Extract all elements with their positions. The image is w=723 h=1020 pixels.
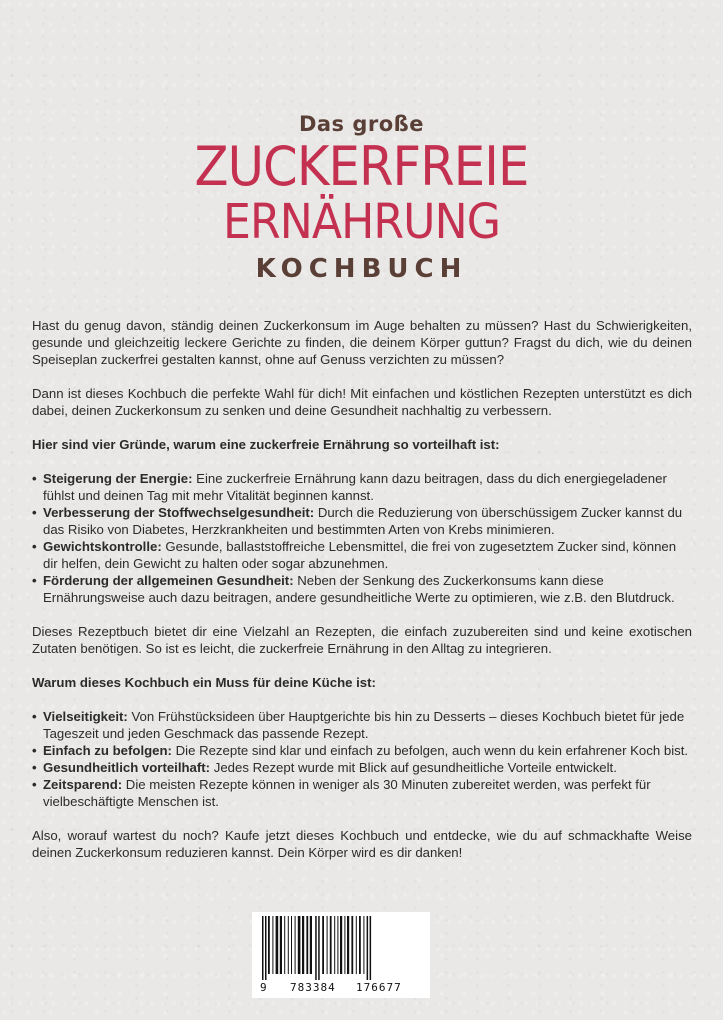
- barcode-bars: [258, 916, 424, 980]
- list-item-text: Von Frühstücksideen über Hauptgerichte bis hin zu Desserts – dieses Kochbuch bietet für jede Tageszeit und jeden Geschmack das passende Rezept.: [43, 709, 685, 741]
- bullet-icon: •: [32, 471, 37, 486]
- barcode-bar: [295, 916, 296, 974]
- barcode-bar: [310, 916, 312, 974]
- list-item-text: Neben der Senkung des Zuckerkonsums kann diese Ernährungsweise auch dazu beitragen, andere gesundheitliche Werte zu optimieren, wie z.B. den Blutdruck.: [43, 573, 675, 605]
- title-line-kochbuch: KOCHBUCH: [255, 254, 468, 284]
- list-item-text: Die meisten Rezepte können in weniger als 30 Minuten zubereitet werden, was perfekt für vielbeschäftigte Menschen ist.: [43, 777, 651, 809]
- intro-paragraph-2: Dann ist dieses Kochbuch die perfekte Wahl für dich! Mit einfachen und köstlichen Rezepten unterstützt es dich dabei, deinen Zuckerkonsum zu senken und deine Gesundheit nachhaltig zu verbessern.: [32, 386, 692, 418]
- barcode-bar: [334, 916, 335, 974]
- list-item: [32, 742, 692, 759]
- barcode-bar: [291, 916, 292, 974]
- blurb-text: [32, 317, 692, 878]
- bullet-icon: •: [32, 505, 37, 520]
- isbn-barcode: [252, 912, 430, 998]
- bullet-icon: •: [32, 743, 37, 758]
- barcode-bar: [265, 916, 267, 980]
- barcode-bar: [306, 916, 308, 974]
- barcode-bar: [359, 916, 361, 974]
- list-item-text: Gesunde, ballaststoffreiche Lebensmittel, die frei von zugesetztem Zucker sind, können dir helfen, dein Gewicht zu halten oder sogar abzunehmen.: [43, 539, 677, 571]
- intro-paragraph-1: Hast du genug davon, ständig deinen Zuckerkonsum im Auge behalten zu müssen? Hast du Schwierigkeiten, gesunde und gleichzeitig leckere Gerichte zu finden, die deinem Körper guttun? Fragst du dich, wie du deinen Speiseplan zuckerfrei gestalten kannst, ohne auf Genuss verzichten zu müssen?: [32, 318, 692, 367]
- barcode-bar: [340, 916, 342, 974]
- barcode-digit-first: 9: [260, 981, 267, 994]
- list-item: [32, 572, 692, 606]
- list-item-text: Jedes Rezept wurde mit Blick auf gesundheitliche Vorteile entwickelt.: [210, 760, 617, 775]
- barcode-bar: [315, 916, 317, 980]
- barcode-bar: [272, 916, 273, 974]
- bullet-icon: •: [32, 777, 37, 792]
- list-item: [32, 538, 692, 572]
- barcode-bar: [356, 916, 357, 974]
- list-item-term: Einfach zu befolgen:: [43, 743, 172, 758]
- bullet-icon: •: [32, 539, 37, 554]
- list-item-term: Zeitsparend:: [43, 777, 123, 792]
- barcode-bar: [330, 916, 332, 974]
- barcode-bar: [351, 916, 353, 974]
- list-item-term: Verbesserung der Stoffwechselgesundheit:: [43, 505, 315, 520]
- barcode-bar: [280, 916, 282, 974]
- barcode-bar: [284, 916, 285, 974]
- barcode-bar: [327, 916, 328, 974]
- barcode-group-left: 783384: [290, 981, 336, 994]
- barcode-bar: [288, 916, 289, 974]
- list-item: [32, 504, 692, 538]
- barcode-bar: [370, 916, 372, 980]
- barcode-bar: [363, 916, 364, 974]
- barcode-bar: [344, 916, 345, 974]
- barcode-bar: [367, 916, 369, 980]
- title-line-ernaehrung: ERNÄHRUNG: [222, 194, 501, 250]
- closing-paragraph: Also, worauf wartest du noch? Kaufe jetzt dieses Kochbuch und entdecke, wie du auf schmackhafte Weise deinen Zuckerkonsum reduzieren kannst. Dein Körper wird es dir danken!: [32, 828, 692, 860]
- list-item-term: Förderung der allgemeinen Gesundheit:: [43, 573, 294, 588]
- bullet-icon: •: [32, 709, 37, 724]
- barcode-bar: [276, 916, 279, 974]
- list-item-text: Durch die Reduzierung von überschüssigem Zucker kannst du das Risiko von Diabetes, Herzkrankheiten und bestimmten Arten von Krebs minimieren.: [43, 505, 683, 537]
- list-item-text: Die Rezepte sind klar und einfach zu befolgen, auch wenn du kein erfahrener Koch bist.: [171, 743, 689, 758]
- list-item-term: Steigerung der Energie:: [43, 471, 193, 486]
- barcode-bar: [318, 916, 320, 980]
- bullet-icon: •: [32, 760, 37, 775]
- barcode-bar: [302, 916, 304, 974]
- title-line-zuckerfreie: ZUCKERFREIE: [194, 135, 529, 198]
- barcode-bar: [268, 916, 270, 974]
- middle-paragraph: Dieses Rezeptbuch bietet dir eine Vielzahl an Rezepten, die einfach zuzubereiten sind und keine exotischen Zutaten benötigen. So ist es leicht, die zuckerfreie Ernährung in den Alltag zu integrieren.: [32, 624, 692, 656]
- section1-heading: Hier sind vier Gründe, warum eine zuckerfreie Ernährung so vorteilhaft ist:: [32, 437, 500, 452]
- barcode-bar: [347, 916, 349, 974]
- title-line-das-grosse: Das große: [298, 112, 425, 136]
- barcode-bar: [337, 916, 338, 974]
- list-item-term: Gewichtskontrolle:: [43, 539, 162, 554]
- barcode-bar: [262, 916, 264, 980]
- list-item-term: Vielseitigkeit:: [43, 709, 128, 724]
- barcode-group-right: 176677: [356, 981, 402, 994]
- section1-list: [32, 470, 692, 606]
- section2-heading: Warum dieses Kochbuch ein Muss für deine Küche ist:: [32, 675, 376, 690]
- bullet-icon: •: [32, 573, 37, 588]
- list-item-term: Gesundheitlich vorteilhaft:: [43, 760, 211, 775]
- barcode-digits: [252, 981, 430, 997]
- list-item: [32, 470, 692, 504]
- list-item: [32, 776, 692, 810]
- barcode-bar: [298, 916, 301, 974]
- section2-list: [32, 708, 692, 810]
- barcode-bar: [322, 916, 324, 974]
- list-item-text: Eine zuckerfreie Ernährung kann dazu beitragen, dass du dich energiegeladener fühlst und deinen Tag mit mehr Vitalität beginnen kannst.: [43, 471, 667, 503]
- list-item: [32, 759, 692, 776]
- list-item: [32, 708, 692, 742]
- title-block: [0, 112, 723, 284]
